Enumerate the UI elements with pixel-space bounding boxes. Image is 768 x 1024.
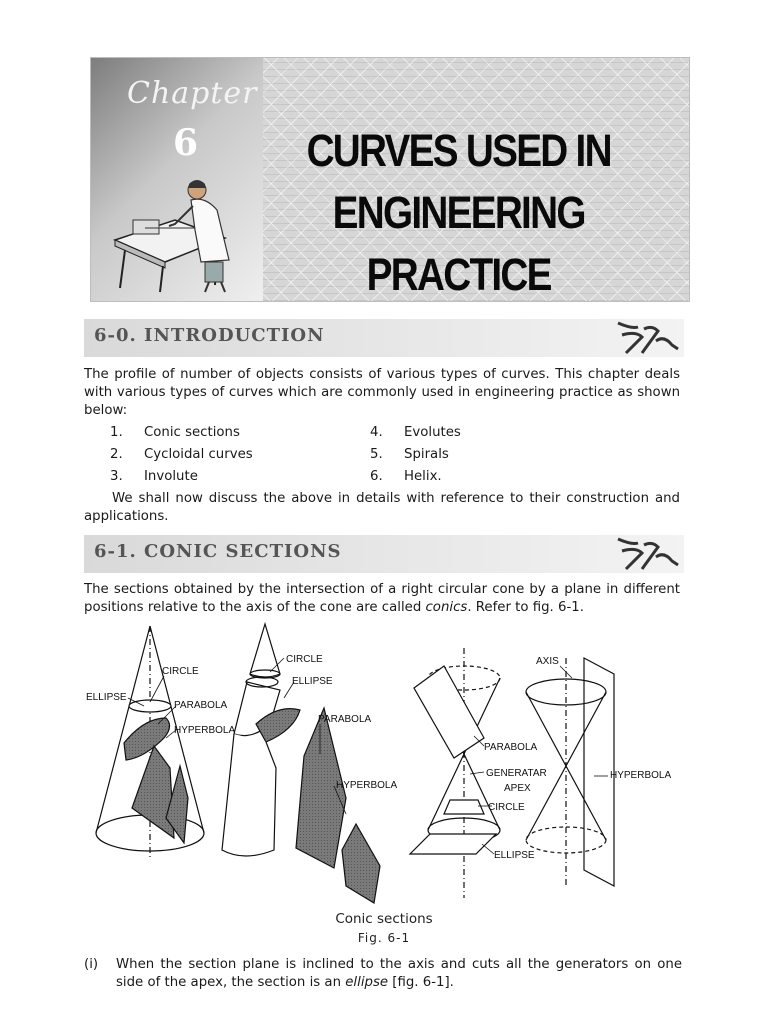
item-i-text-emphasis: ellipse (345, 975, 389, 990)
label-hyperbola: HYPERBOLA (336, 780, 398, 791)
section-title: 6-1. CONIC SECTIONS (94, 541, 342, 562)
item-number: 5. (370, 447, 383, 462)
list-item (110, 444, 370, 466)
curve-types-list (110, 422, 630, 488)
label-axis: AXIS (536, 656, 559, 667)
label-circle: CIRCLE (286, 654, 323, 665)
label-ellipse: ELLIPSE (86, 692, 127, 703)
conic-paragraph (84, 581, 680, 617)
item-number: 1. (110, 425, 123, 440)
item-label: Evolutes (404, 425, 461, 440)
list-row (110, 444, 630, 466)
chapter-title (291, 120, 626, 302)
label-circle: CIRCLE (162, 666, 199, 677)
intro-paragraph: The profile of number of objects consists of various types of curves. This chapter deals with various types of curves which are commonly used in engineering practice as shown below: (84, 367, 680, 418)
label-generatar: GENERATAR (486, 768, 547, 779)
intro-closing: We shall now discuss the above in details with reference to their construction and applications. (84, 491, 680, 524)
cone-2 (222, 624, 380, 903)
item-label: Involute (144, 469, 198, 484)
item-i-text-end: [fig. 6-1]. (388, 975, 454, 990)
label-parabola: PARABOLA (174, 700, 228, 711)
chapter-banner (90, 57, 690, 302)
label-circle: CIRCLE (488, 802, 525, 813)
chapter-word: Chapter (127, 76, 258, 111)
item-number: 3. (110, 469, 123, 484)
item-i-marker: (i) (84, 957, 99, 972)
chapter-title-line1: CURVES USED IN (306, 125, 611, 176)
drafter-illustration (105, 170, 255, 295)
quill-icon (612, 535, 682, 573)
chapter-number: 6 (173, 122, 199, 164)
list-item (110, 422, 370, 444)
item-number: 6. (370, 469, 383, 484)
list-item (370, 422, 630, 444)
chapter-title-line2: ENGINEERING PRACTICE (332, 187, 585, 300)
cone-1 (96, 626, 204, 858)
label-ellipse: ELLIPSE (494, 850, 535, 861)
label-parabola: PARABOLA (484, 742, 538, 753)
figure-caption: Conic sections (335, 911, 433, 927)
conic-text-end: . Refer to fig. 6-1. (467, 600, 584, 615)
label-apex: APEX (504, 783, 531, 794)
list-item (370, 444, 630, 466)
figure-number: Fig. 6-1 (357, 931, 411, 945)
section-title: 6-0. INTRODUCTION (94, 325, 325, 346)
item-i-paragraph (84, 956, 682, 992)
item-label: Helix. (404, 469, 442, 484)
list-row (110, 466, 630, 488)
item-label: Conic sections (144, 425, 240, 440)
label-hyperbola: HYPERBOLA (174, 725, 236, 736)
item-label: Spirals (404, 447, 449, 462)
item-i-text-start: When the section plane is inclined to the axis and cuts all the generators on one side of the apex, the section is an (116, 957, 682, 990)
quill-icon (612, 319, 682, 357)
list-item (110, 466, 370, 488)
item-label: Cycloidal curves (144, 447, 253, 462)
conic-sections-figure (84, 618, 684, 908)
label-hyperbola: HYPERBOLA (610, 770, 672, 781)
section-heading-introduction (84, 319, 684, 357)
label-parabola: PARABOLA (318, 714, 372, 725)
conic-text-emphasis: conics (425, 600, 468, 615)
list-row (110, 422, 630, 444)
item-number: 2. (110, 447, 123, 462)
section-heading-conic-sections (84, 535, 684, 573)
banner-left-panel (91, 58, 263, 301)
list-item (370, 466, 630, 488)
label-ellipse: ELLIPSE (292, 676, 333, 687)
conic-text-start: The sections obtained by the intersection of a right circular cone by a plane in different positions relative to the axis of the cone are called (84, 582, 680, 615)
item-number: 4. (370, 425, 383, 440)
